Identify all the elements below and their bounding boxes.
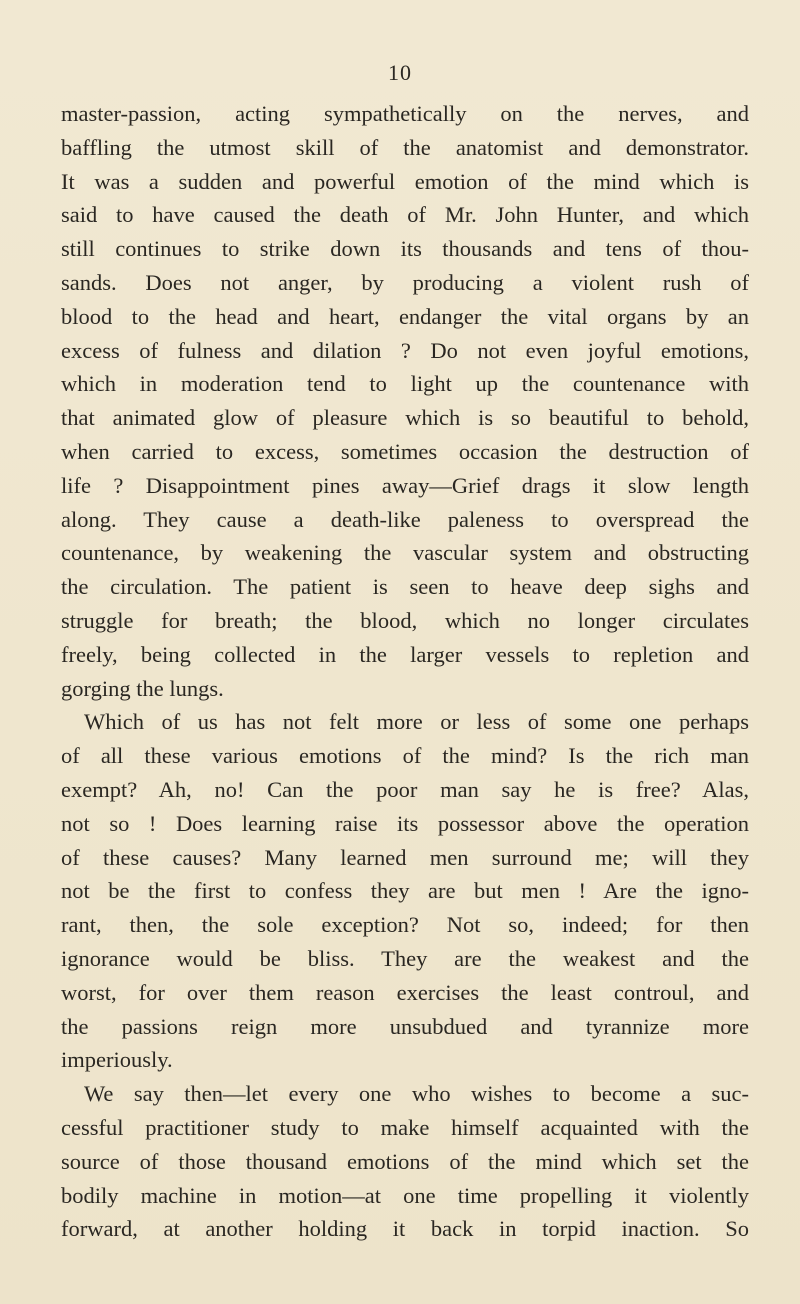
- text-line: said to have caused the death of Mr. John Hunter, and which: [61, 202, 749, 228]
- text-line: worst, for over them reason exercises the least controul, and: [61, 979, 749, 1005]
- text-line: rant, then, the sole exception? Not so, indeed; for then: [61, 912, 749, 938]
- text-line: master-passion, acting sympathetically on the nerves, and: [61, 101, 749, 126]
- text-line: when carried to excess, sometimes occasion the destruction of: [61, 438, 749, 464]
- text-line: not so ! Does learning raise its possessor above the operation: [61, 810, 749, 836]
- text-line: which in moderation tend to light up the countenance with: [61, 371, 749, 397]
- text-line: We say then—let every one who wishes to become a suc-: [84, 1081, 749, 1107]
- text-line: freely, being collected in the larger vessels to repletion and: [61, 641, 749, 667]
- text-line: cessful practitioner study to make himself acquainted with the: [61, 1114, 749, 1140]
- text-line: still continues to strike down its thousands and tens of thou-: [61, 236, 749, 262]
- text-line: sands. Does not anger, by producing a violent rush of: [61, 269, 749, 295]
- text-line: ignorance would be bliss. They are the weakest and the: [61, 945, 749, 971]
- text-line: imperiously.: [61, 1047, 173, 1073]
- text-line: that animated glow of pleasure which is so beautiful to behold,: [61, 405, 749, 431]
- text-line: life ? Disappointment pines away—Grief drags it slow length: [61, 472, 749, 498]
- text-line: excess of fulness and dilation ? Do not even joyful emotions,: [61, 337, 749, 363]
- text-line: source of those thousand emotions of the mind which set the: [61, 1148, 749, 1174]
- body-text: [61, 97, 749, 1246]
- text-line: of these causes? Many learned men surround me; will they: [61, 844, 749, 870]
- text-line: forward, at another holding it back in torpid inaction. So: [61, 1216, 749, 1242]
- text-line: bodily machine in motion—at one time propelling it violently: [61, 1182, 749, 1208]
- text-line: the circulation. The patient is seen to heave deep sighs and: [61, 574, 749, 600]
- page-number: 10: [388, 60, 412, 85]
- text-line: exempt? Ah, no! Can the poor man say he is free? Alas,: [61, 776, 749, 802]
- text-line: baffling the utmost skill of the anatomist and demonstrator.: [61, 134, 749, 160]
- text-line: blood to the head and heart, endanger the vital organs by an: [61, 303, 749, 329]
- text-line: of all these various emotions of the mind? Is the rich man: [61, 743, 749, 769]
- text-line: countenance, by weakening the vascular system and obstructing: [61, 540, 749, 566]
- text-line: not be the first to confess they are but men ! Are the igno-: [61, 878, 749, 904]
- text-line: It was a sudden and powerful emotion of the mind which is: [61, 168, 749, 194]
- text-line: Which of us has not felt more or less of some one perhaps: [84, 709, 749, 735]
- text-line: struggle for breath; the blood, which no longer circulates: [61, 607, 749, 633]
- text-line: gorging the lungs.: [61, 675, 224, 701]
- text-line: along. They cause a death-like paleness to overspread the: [61, 506, 749, 532]
- text-line: the passions reign more unsubdued and tyrannize more: [61, 1013, 749, 1039]
